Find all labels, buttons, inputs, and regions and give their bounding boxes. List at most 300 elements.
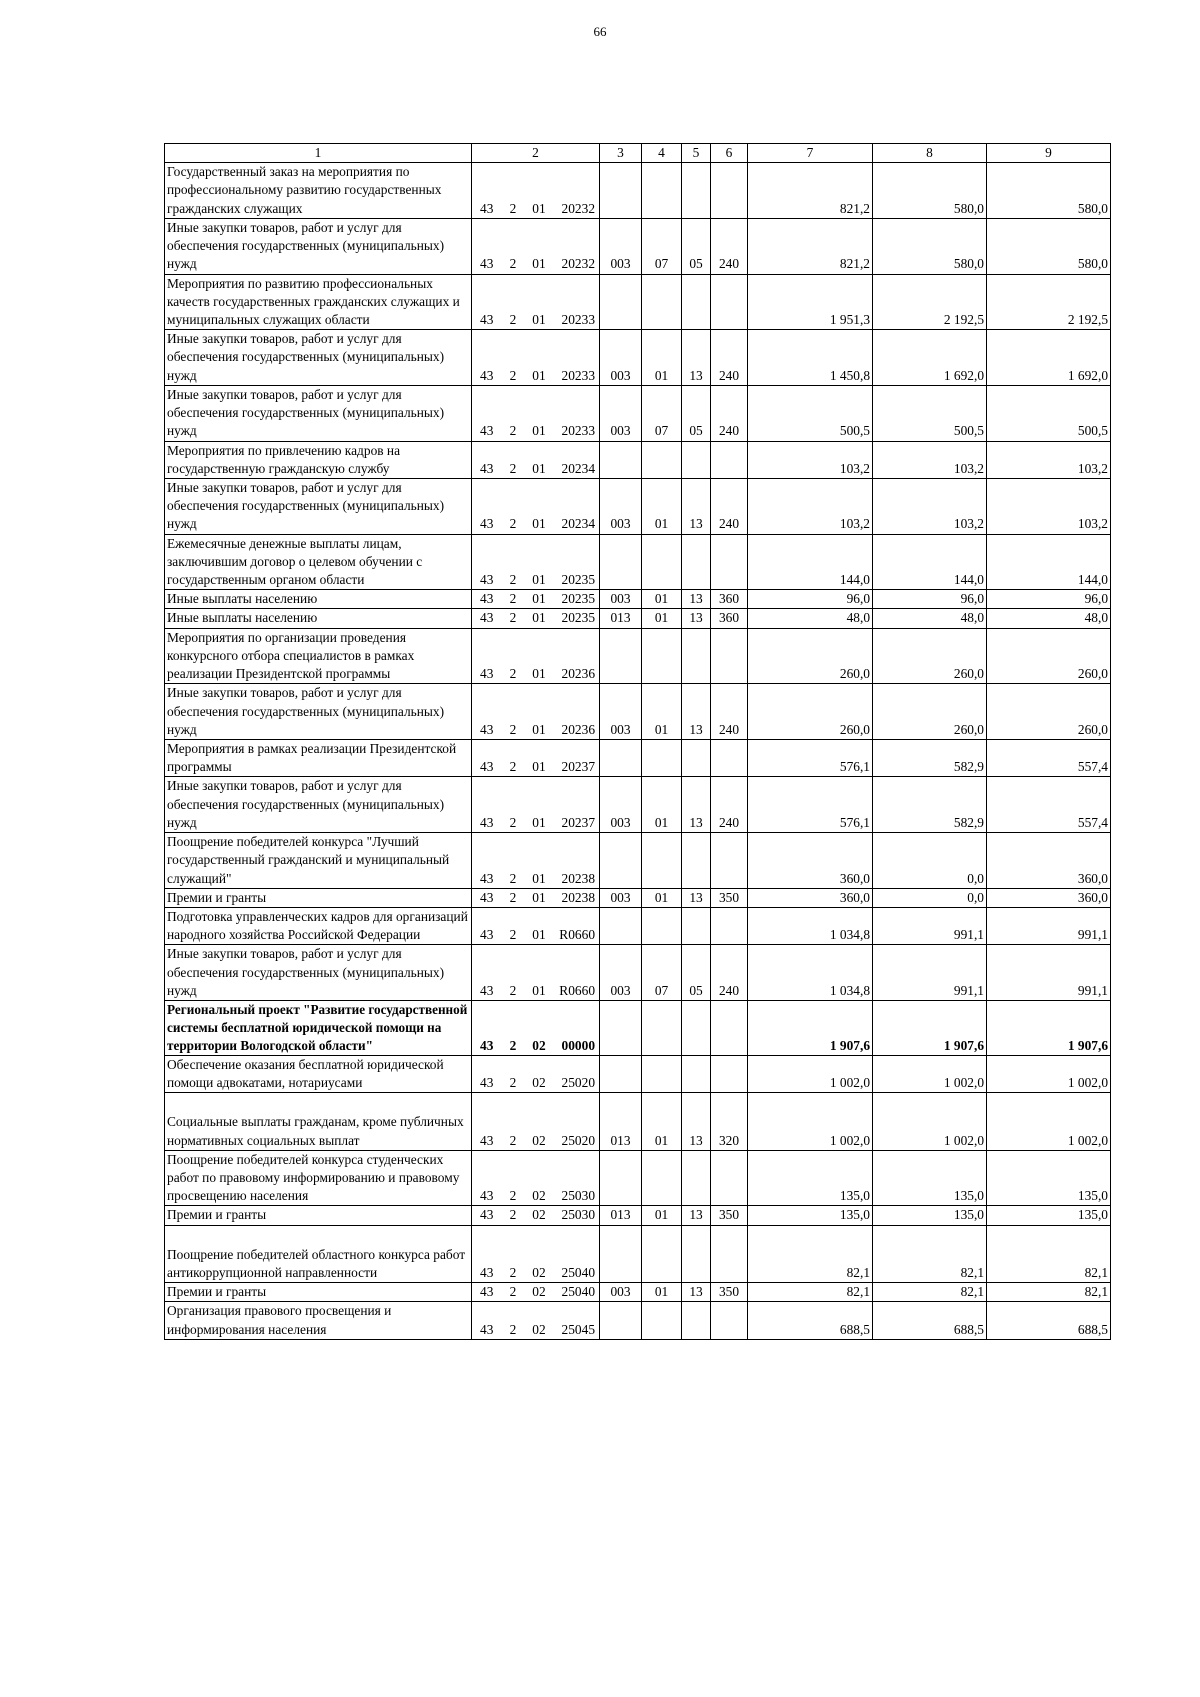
table-row <box>165 534 1111 590</box>
cell-col-5: 13 <box>682 888 711 907</box>
code-event: 01 <box>525 330 554 386</box>
code-direction: 20234 <box>554 478 600 534</box>
cell-col-4 <box>642 1055 682 1092</box>
code-direction: 20235 <box>554 590 600 609</box>
cell-col-6 <box>711 1150 748 1206</box>
value-col-9: 103,2 <box>987 478 1111 534</box>
table-row <box>165 628 1111 684</box>
code-subprogram: 2 <box>502 534 525 590</box>
cell-col-4: 07 <box>642 385 682 441</box>
cell-col-5 <box>682 1055 711 1092</box>
value-col-8: 580,0 <box>873 163 987 219</box>
cell-col-5 <box>682 1150 711 1206</box>
cell-col-5: 13 <box>682 684 711 740</box>
cell-col-3: 013 <box>600 1093 642 1150</box>
row-name: Иные закупки товаров, работ и услуг для обеспечения государственных (муниципальных) нужд <box>165 330 472 386</box>
value-col-8: 260,0 <box>873 684 987 740</box>
value-col-7: 576,1 <box>748 740 873 777</box>
code-direction: 20232 <box>554 163 600 219</box>
cell-col-5 <box>682 833 711 889</box>
cell-col-3: 003 <box>600 1283 642 1302</box>
code-direction: 20233 <box>554 274 600 330</box>
value-col-9: 135,0 <box>987 1206 1111 1225</box>
header-col-4: 4 <box>642 144 682 163</box>
row-name: Поощрение победителей конкурса студенческих работ по правовому информированию и правовому просвещению населения <box>165 1150 472 1206</box>
cell-col-6 <box>711 1225 748 1282</box>
value-col-8: 0,0 <box>873 833 987 889</box>
cell-col-5: 05 <box>682 945 711 1001</box>
table-row <box>165 777 1111 833</box>
cell-col-6 <box>711 1055 748 1092</box>
cell-col-4 <box>642 441 682 478</box>
table-row <box>165 1093 1111 1150</box>
cell-col-3: 003 <box>600 218 642 274</box>
code-event: 02 <box>525 1093 554 1150</box>
table-row <box>165 478 1111 534</box>
code-subprogram: 2 <box>502 1225 525 1282</box>
cell-col-6: 360 <box>711 609 748 628</box>
cell-col-5 <box>682 163 711 219</box>
value-col-9: 1 692,0 <box>987 330 1111 386</box>
cell-col-4: 07 <box>642 218 682 274</box>
cell-col-5: 05 <box>682 218 711 274</box>
code-subprogram: 2 <box>502 163 525 219</box>
cell-col-4 <box>642 274 682 330</box>
cell-col-4: 01 <box>642 888 682 907</box>
value-col-7: 260,0 <box>748 628 873 684</box>
cell-col-4 <box>642 163 682 219</box>
cell-col-3: 003 <box>600 385 642 441</box>
value-col-7: 1 034,8 <box>748 945 873 1001</box>
cell-col-6 <box>711 740 748 777</box>
cell-col-6: 240 <box>711 330 748 386</box>
value-col-8: 2 192,5 <box>873 274 987 330</box>
value-col-9: 1 907,6 <box>987 1001 1111 1056</box>
value-col-9: 260,0 <box>987 628 1111 684</box>
header-col-9: 9 <box>987 144 1111 163</box>
code-program: 43 <box>472 1055 502 1092</box>
value-col-7: 1 002,0 <box>748 1055 873 1092</box>
code-direction: 25020 <box>554 1055 600 1092</box>
cell-col-3 <box>600 441 642 478</box>
value-col-7: 103,2 <box>748 441 873 478</box>
cell-col-6 <box>711 833 748 889</box>
value-col-9: 260,0 <box>987 684 1111 740</box>
code-program: 43 <box>472 534 502 590</box>
code-subprogram: 2 <box>502 628 525 684</box>
value-col-7: 135,0 <box>748 1206 873 1225</box>
value-col-9: 557,4 <box>987 777 1111 833</box>
value-col-8: 582,9 <box>873 740 987 777</box>
value-col-7: 1 002,0 <box>748 1093 873 1150</box>
cell-col-5: 05 <box>682 385 711 441</box>
code-subprogram: 2 <box>502 907 525 944</box>
table-row <box>165 163 1111 219</box>
row-name: Иные закупки товаров, работ и услуг для обеспечения государственных (муниципальных) нужд <box>165 385 472 441</box>
cell-col-3 <box>600 1150 642 1206</box>
code-subprogram: 2 <box>502 1283 525 1302</box>
code-program: 43 <box>472 478 502 534</box>
code-subprogram: 2 <box>502 1150 525 1206</box>
code-direction: 20235 <box>554 609 600 628</box>
table-row <box>165 1206 1111 1225</box>
header-col-8: 8 <box>873 144 987 163</box>
code-subprogram: 2 <box>502 1302 525 1339</box>
code-program: 43 <box>472 274 502 330</box>
cell-col-6: 350 <box>711 888 748 907</box>
cell-col-4 <box>642 1225 682 1282</box>
row-name: Обеспечение оказания бесплатной юридической помощи адвокатами, нотариусами <box>165 1055 472 1092</box>
code-event: 01 <box>525 684 554 740</box>
cell-col-6 <box>711 628 748 684</box>
value-col-8: 582,9 <box>873 777 987 833</box>
code-direction: 20238 <box>554 833 600 889</box>
code-subprogram: 2 <box>502 441 525 478</box>
value-col-9: 580,0 <box>987 218 1111 274</box>
code-subprogram: 2 <box>502 1055 525 1092</box>
cell-col-3 <box>600 163 642 219</box>
cell-col-6: 240 <box>711 684 748 740</box>
cell-col-6: 360 <box>711 590 748 609</box>
row-name: Поощрение победителей конкурса "Лучший государственный гражданский и муниципальный служащий" <box>165 833 472 889</box>
header-col-1: 1 <box>165 144 472 163</box>
code-event: 02 <box>525 1225 554 1282</box>
cell-col-6: 240 <box>711 385 748 441</box>
code-program: 43 <box>472 1302 502 1339</box>
cell-col-4 <box>642 1001 682 1056</box>
cell-col-5: 13 <box>682 1093 711 1150</box>
code-program: 43 <box>472 777 502 833</box>
cell-col-4 <box>642 1150 682 1206</box>
code-direction: 20234 <box>554 441 600 478</box>
cell-col-6 <box>711 274 748 330</box>
cell-col-5: 13 <box>682 609 711 628</box>
cell-col-6: 320 <box>711 1093 748 1150</box>
code-event: 01 <box>525 441 554 478</box>
code-program: 43 <box>472 907 502 944</box>
cell-col-6 <box>711 534 748 590</box>
value-col-7: 1 450,8 <box>748 330 873 386</box>
value-col-9: 557,4 <box>987 740 1111 777</box>
code-program: 43 <box>472 833 502 889</box>
cell-col-5 <box>682 907 711 944</box>
header-col-7: 7 <box>748 144 873 163</box>
code-subprogram: 2 <box>502 684 525 740</box>
cell-col-6 <box>711 1302 748 1339</box>
code-direction: 20237 <box>554 740 600 777</box>
value-col-8: 144,0 <box>873 534 987 590</box>
cell-col-4 <box>642 628 682 684</box>
value-col-9: 82,1 <box>987 1283 1111 1302</box>
row-name: Премии и гранты <box>165 1206 472 1225</box>
code-event: 01 <box>525 777 554 833</box>
cell-col-5: 13 <box>682 590 711 609</box>
code-event: 01 <box>525 628 554 684</box>
row-name: Премии и гранты <box>165 888 472 907</box>
code-program: 43 <box>472 330 502 386</box>
value-col-9: 1 002,0 <box>987 1093 1111 1150</box>
value-col-8: 991,1 <box>873 945 987 1001</box>
code-event: 02 <box>525 1206 554 1225</box>
table-row <box>165 274 1111 330</box>
row-name: Иные выплаты населению <box>165 609 472 628</box>
code-event: 01 <box>525 888 554 907</box>
row-name: Организация правового просвещения и информирования населения <box>165 1302 472 1339</box>
value-col-8: 0,0 <box>873 888 987 907</box>
code-program: 43 <box>472 740 502 777</box>
value-col-8: 500,5 <box>873 385 987 441</box>
code-program: 43 <box>472 888 502 907</box>
value-col-8: 135,0 <box>873 1206 987 1225</box>
value-col-9: 688,5 <box>987 1302 1111 1339</box>
cell-col-6 <box>711 163 748 219</box>
table-row <box>165 1001 1111 1056</box>
page-number: 66 <box>593 24 607 39</box>
row-name: Ежемесячные денежные выплаты лицам, заключившим договор о целевом обучении с государственным органом области <box>165 534 472 590</box>
code-event: 01 <box>525 385 554 441</box>
cell-col-3: 003 <box>600 590 642 609</box>
value-col-7: 103,2 <box>748 478 873 534</box>
value-col-7: 1 034,8 <box>748 907 873 944</box>
cell-col-3 <box>600 907 642 944</box>
code-event: 02 <box>525 1150 554 1206</box>
value-col-8: 103,2 <box>873 478 987 534</box>
cell-col-5: 13 <box>682 330 711 386</box>
code-subprogram: 2 <box>502 1001 525 1056</box>
cell-col-6: 240 <box>711 218 748 274</box>
table-row <box>165 1302 1111 1339</box>
value-col-7: 360,0 <box>748 888 873 907</box>
code-subprogram: 2 <box>502 945 525 1001</box>
table-row <box>165 833 1111 889</box>
code-subprogram: 2 <box>502 833 525 889</box>
code-program: 43 <box>472 590 502 609</box>
table-row <box>165 1283 1111 1302</box>
table-row <box>165 441 1111 478</box>
code-direction: R0660 <box>554 907 600 944</box>
value-col-8: 96,0 <box>873 590 987 609</box>
code-subprogram: 2 <box>502 777 525 833</box>
value-col-9: 500,5 <box>987 385 1111 441</box>
code-direction: 25040 <box>554 1283 600 1302</box>
code-direction: 20235 <box>554 534 600 590</box>
code-program: 43 <box>472 441 502 478</box>
value-col-7: 1 907,6 <box>748 1001 873 1056</box>
row-name: Иные закупки товаров, работ и услуг для обеспечения государственных (муниципальных) нужд <box>165 218 472 274</box>
cell-col-5: 13 <box>682 1206 711 1225</box>
code-direction: 20237 <box>554 777 600 833</box>
value-col-9: 580,0 <box>987 163 1111 219</box>
cell-col-3: 003 <box>600 330 642 386</box>
cell-col-3 <box>600 740 642 777</box>
code-direction: 25020 <box>554 1093 600 1150</box>
cell-col-3: 003 <box>600 945 642 1001</box>
value-col-9: 991,1 <box>987 907 1111 944</box>
value-col-7: 500,5 <box>748 385 873 441</box>
code-subprogram: 2 <box>502 1206 525 1225</box>
value-col-9: 991,1 <box>987 945 1111 1001</box>
value-col-7: 82,1 <box>748 1283 873 1302</box>
cell-col-4 <box>642 534 682 590</box>
cell-col-3 <box>600 1001 642 1056</box>
value-col-7: 135,0 <box>748 1150 873 1206</box>
value-col-7: 821,2 <box>748 218 873 274</box>
cell-col-6: 240 <box>711 777 748 833</box>
code-event: 01 <box>525 534 554 590</box>
code-event: 01 <box>525 274 554 330</box>
header-col-3: 3 <box>600 144 642 163</box>
code-program: 43 <box>472 1093 502 1150</box>
code-program: 43 <box>472 945 502 1001</box>
value-col-9: 360,0 <box>987 833 1111 889</box>
cell-col-6 <box>711 441 748 478</box>
cell-col-3: 003 <box>600 888 642 907</box>
cell-col-3: 003 <box>600 684 642 740</box>
cell-col-5 <box>682 534 711 590</box>
cell-col-5 <box>682 628 711 684</box>
value-col-8: 1 002,0 <box>873 1093 987 1150</box>
row-name: Мероприятия по организации проведения конкурсного отбора специалистов в рамках реализации Президентской программы <box>165 628 472 684</box>
value-col-7: 260,0 <box>748 684 873 740</box>
code-event: 01 <box>525 218 554 274</box>
cell-col-6: 240 <box>711 945 748 1001</box>
cell-col-4: 07 <box>642 945 682 1001</box>
code-subprogram: 2 <box>502 330 525 386</box>
cell-col-3: 003 <box>600 777 642 833</box>
row-name: Иные закупки товаров, работ и услуг для обеспечения государственных (муниципальных) нужд <box>165 945 472 1001</box>
cell-col-4 <box>642 740 682 777</box>
code-direction: 25030 <box>554 1206 600 1225</box>
cell-col-5 <box>682 441 711 478</box>
value-col-8: 580,0 <box>873 218 987 274</box>
code-subprogram: 2 <box>502 609 525 628</box>
cell-col-5: 13 <box>682 478 711 534</box>
row-name: Иные закупки товаров, работ и услуг для обеспечения государственных (муниципальных) нужд <box>165 777 472 833</box>
code-event: 02 <box>525 1283 554 1302</box>
cell-col-5: 13 <box>682 777 711 833</box>
value-col-9: 82,1 <box>987 1225 1111 1282</box>
table-row <box>165 330 1111 386</box>
code-event: 01 <box>525 590 554 609</box>
value-col-7: 576,1 <box>748 777 873 833</box>
cell-col-5 <box>682 1302 711 1339</box>
row-name: Государственный заказ на мероприятия по профессиональному развитию государственных гражданских служащих <box>165 163 472 219</box>
cell-col-4: 01 <box>642 684 682 740</box>
code-program: 43 <box>472 609 502 628</box>
value-col-7: 96,0 <box>748 590 873 609</box>
value-col-8: 103,2 <box>873 441 987 478</box>
code-event: 01 <box>525 740 554 777</box>
value-col-8: 688,5 <box>873 1302 987 1339</box>
code-event: 02 <box>525 1001 554 1056</box>
value-col-8: 82,1 <box>873 1225 987 1282</box>
cell-col-3 <box>600 1302 642 1339</box>
code-direction: R0660 <box>554 945 600 1001</box>
cell-col-4: 01 <box>642 478 682 534</box>
value-col-7: 688,5 <box>748 1302 873 1339</box>
value-col-9: 48,0 <box>987 609 1111 628</box>
value-col-7: 360,0 <box>748 833 873 889</box>
table-row <box>165 1150 1111 1206</box>
value-col-7: 144,0 <box>748 534 873 590</box>
value-col-9: 103,2 <box>987 441 1111 478</box>
code-program: 43 <box>472 218 502 274</box>
cell-col-3 <box>600 274 642 330</box>
cell-col-4: 01 <box>642 777 682 833</box>
code-program: 43 <box>472 1283 502 1302</box>
table-row <box>165 590 1111 609</box>
table-body <box>165 163 1111 1340</box>
code-direction: 20232 <box>554 218 600 274</box>
row-name: Иные закупки товаров, работ и услуг для обеспечения государственных (муниципальных) нужд <box>165 478 472 534</box>
code-subprogram: 2 <box>502 590 525 609</box>
code-program: 43 <box>472 684 502 740</box>
code-program: 43 <box>472 1206 502 1225</box>
header-col-5: 5 <box>682 144 711 163</box>
table-row <box>165 945 1111 1001</box>
code-subprogram: 2 <box>502 385 525 441</box>
value-col-7: 1 951,3 <box>748 274 873 330</box>
code-event: 01 <box>525 833 554 889</box>
table-row <box>165 684 1111 740</box>
code-direction: 20238 <box>554 888 600 907</box>
code-program: 43 <box>472 385 502 441</box>
value-col-9: 360,0 <box>987 888 1111 907</box>
row-name: Поощрение победителей областного конкурса работ антикоррупционной направленности <box>165 1225 472 1282</box>
cell-col-5: 13 <box>682 1283 711 1302</box>
cell-col-3 <box>600 534 642 590</box>
header-col-2: 2 <box>472 144 600 163</box>
row-name: Иные закупки товаров, работ и услуг для обеспечения государственных (муниципальных) нужд <box>165 684 472 740</box>
cell-col-6 <box>711 907 748 944</box>
cell-col-4 <box>642 833 682 889</box>
cell-col-4: 01 <box>642 1206 682 1225</box>
code-event: 01 <box>525 478 554 534</box>
value-col-9: 2 192,5 <box>987 274 1111 330</box>
cell-col-6 <box>711 1001 748 1056</box>
table-row <box>165 907 1111 944</box>
cell-col-4: 01 <box>642 609 682 628</box>
cell-col-4 <box>642 907 682 944</box>
code-subprogram: 2 <box>502 888 525 907</box>
row-name: Мероприятия в рамках реализации Президентской программы <box>165 740 472 777</box>
value-col-8: 1 907,6 <box>873 1001 987 1056</box>
code-direction: 25040 <box>554 1225 600 1282</box>
value-col-9: 1 002,0 <box>987 1055 1111 1092</box>
cell-col-3: 013 <box>600 609 642 628</box>
cell-col-3: 003 <box>600 478 642 534</box>
value-col-8: 1 692,0 <box>873 330 987 386</box>
cell-col-5 <box>682 1001 711 1056</box>
code-event: 01 <box>525 609 554 628</box>
code-direction: 20233 <box>554 330 600 386</box>
row-name: Социальные выплаты гражданам, кроме публичных нормативных социальных выплат <box>165 1093 472 1150</box>
value-col-8: 82,1 <box>873 1283 987 1302</box>
value-col-9: 144,0 <box>987 534 1111 590</box>
table-row <box>165 609 1111 628</box>
code-subprogram: 2 <box>502 274 525 330</box>
code-program: 43 <box>472 1225 502 1282</box>
cell-col-3 <box>600 1055 642 1092</box>
cell-col-3 <box>600 1225 642 1282</box>
code-subprogram: 2 <box>502 740 525 777</box>
value-col-7: 821,2 <box>748 163 873 219</box>
code-direction: 00000 <box>554 1001 600 1056</box>
cell-col-5 <box>682 740 711 777</box>
cell-col-4: 01 <box>642 330 682 386</box>
row-name: Мероприятия по привлечению кадров на государственную гражданскую службу <box>165 441 472 478</box>
cell-col-6: 240 <box>711 478 748 534</box>
